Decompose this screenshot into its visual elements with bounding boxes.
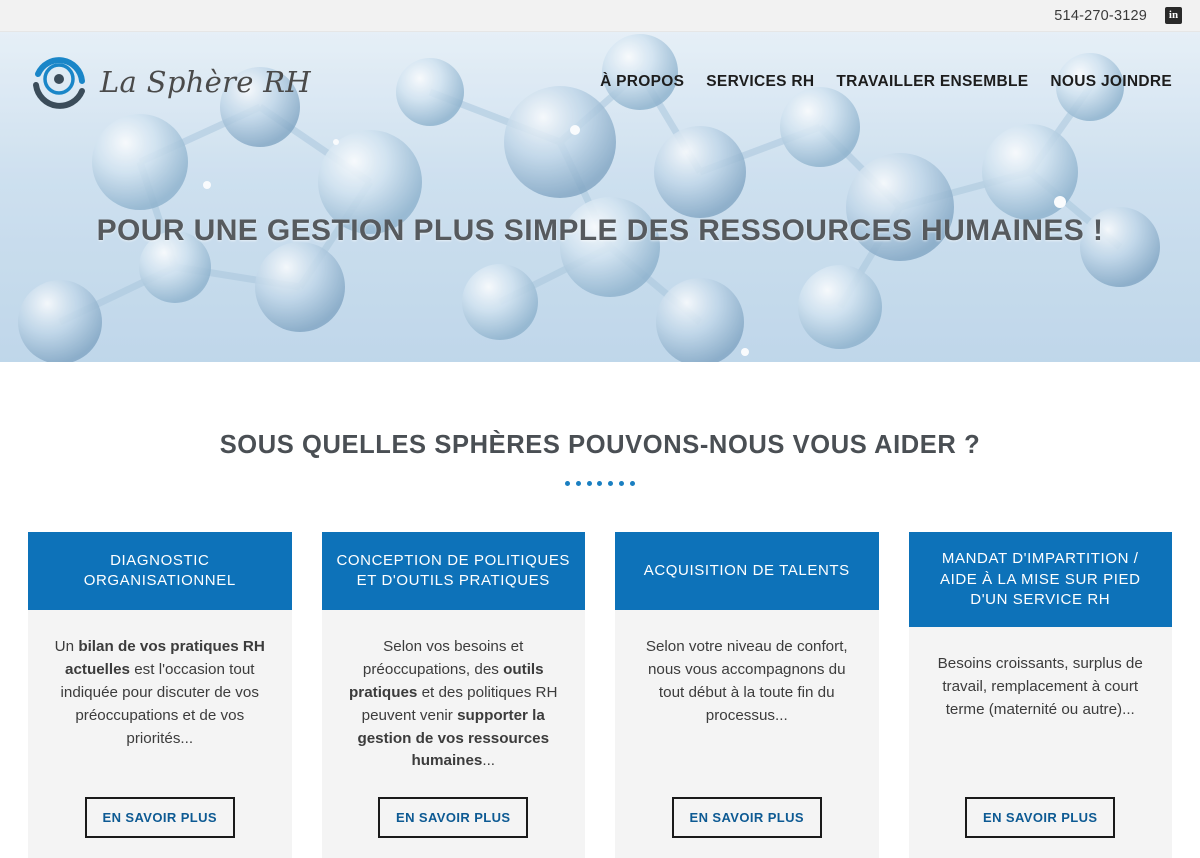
dot (619, 481, 624, 486)
section-title: SOUS QUELLES SPHÈRES POUVONS-NOUS VOUS AIDER ? (219, 431, 981, 460)
service-card-title: MANDAT D'IMPARTITION / AIDE À LA MISE SUR PIED D'UN SERVICE RH (909, 532, 1173, 627)
nav-item-travailler-ensemble[interactable]: TRAVAILLER ENSEMBLE (836, 73, 1029, 90)
service-card-title: ACQUISITION DE TALENTS (615, 532, 879, 610)
service-card-text: Selon votre niveau de confort, nous vous accompagnons du tout début à la toute fin du processus... (645, 638, 848, 724)
en-savoir-plus-button[interactable]: EN SAVOIR PLUS (672, 797, 822, 838)
service-card (28, 532, 292, 858)
en-savoir-plus-button[interactable]: EN SAVOIR PLUS (85, 797, 235, 838)
service-card-text: Selon vos besoins et préoccupations, des outils pratiques et des politiques RH peuvent venir supporter la gestion de vos ressources humaines... (349, 638, 558, 770)
dot (576, 481, 581, 486)
dot (608, 481, 613, 486)
service-card-footer (615, 797, 879, 858)
decorative-dots (565, 481, 635, 486)
service-card-text: Un bilan de vos pratiques RH actuelles est l'occasion tout indiquée pour discuter de vos préoccupations et de vos priorités... (54, 638, 265, 747)
services-section (0, 362, 1200, 858)
nav-item-nous-joindre[interactable]: NOUS JOINDRE (1050, 73, 1172, 90)
logo-text: La Sphère RH (100, 65, 312, 99)
service-card (615, 532, 879, 858)
dot (587, 481, 592, 486)
service-card (322, 532, 586, 858)
nav-item-services-rh[interactable]: SERVICES RH (706, 73, 815, 90)
en-savoir-plus-button[interactable]: EN SAVOIR PLUS (965, 797, 1115, 838)
service-card (909, 532, 1173, 858)
service-card-text: Besoins croissants, surplus de travail, remplacement à court terme (maternité ou autre)... (937, 655, 1143, 718)
service-card-footer (909, 797, 1173, 858)
sphere-logo-icon (28, 51, 90, 113)
hero-banner (0, 32, 1200, 362)
hero-headline: POUR UNE GESTION PLUS SIMPLE DES RESSOURCES HUMAINES ! (96, 214, 1104, 247)
service-card-title: CONCEPTION DE POLITIQUES ET D'OUTILS PRATIQUES (322, 532, 586, 610)
main-navigation (600, 73, 1178, 91)
dot (565, 481, 570, 486)
en-savoir-plus-button[interactable]: EN SAVOIR PLUS (378, 797, 528, 838)
site-header (0, 32, 1200, 132)
utility-bar (0, 0, 1200, 32)
site-logo[interactable] (28, 51, 311, 113)
dot (630, 481, 635, 486)
dot (597, 481, 602, 486)
service-card-footer (322, 797, 586, 858)
linkedin-icon[interactable]: in (1165, 7, 1182, 24)
nav-item-a-propos[interactable]: À PROPOS (600, 73, 685, 90)
service-card-list (0, 532, 1200, 858)
service-card-title: DIAGNOSTIC ORGANISATIONNEL (28, 532, 292, 610)
phone-number[interactable]: 514-270-3129 (1054, 7, 1147, 24)
service-card-footer (28, 797, 292, 858)
